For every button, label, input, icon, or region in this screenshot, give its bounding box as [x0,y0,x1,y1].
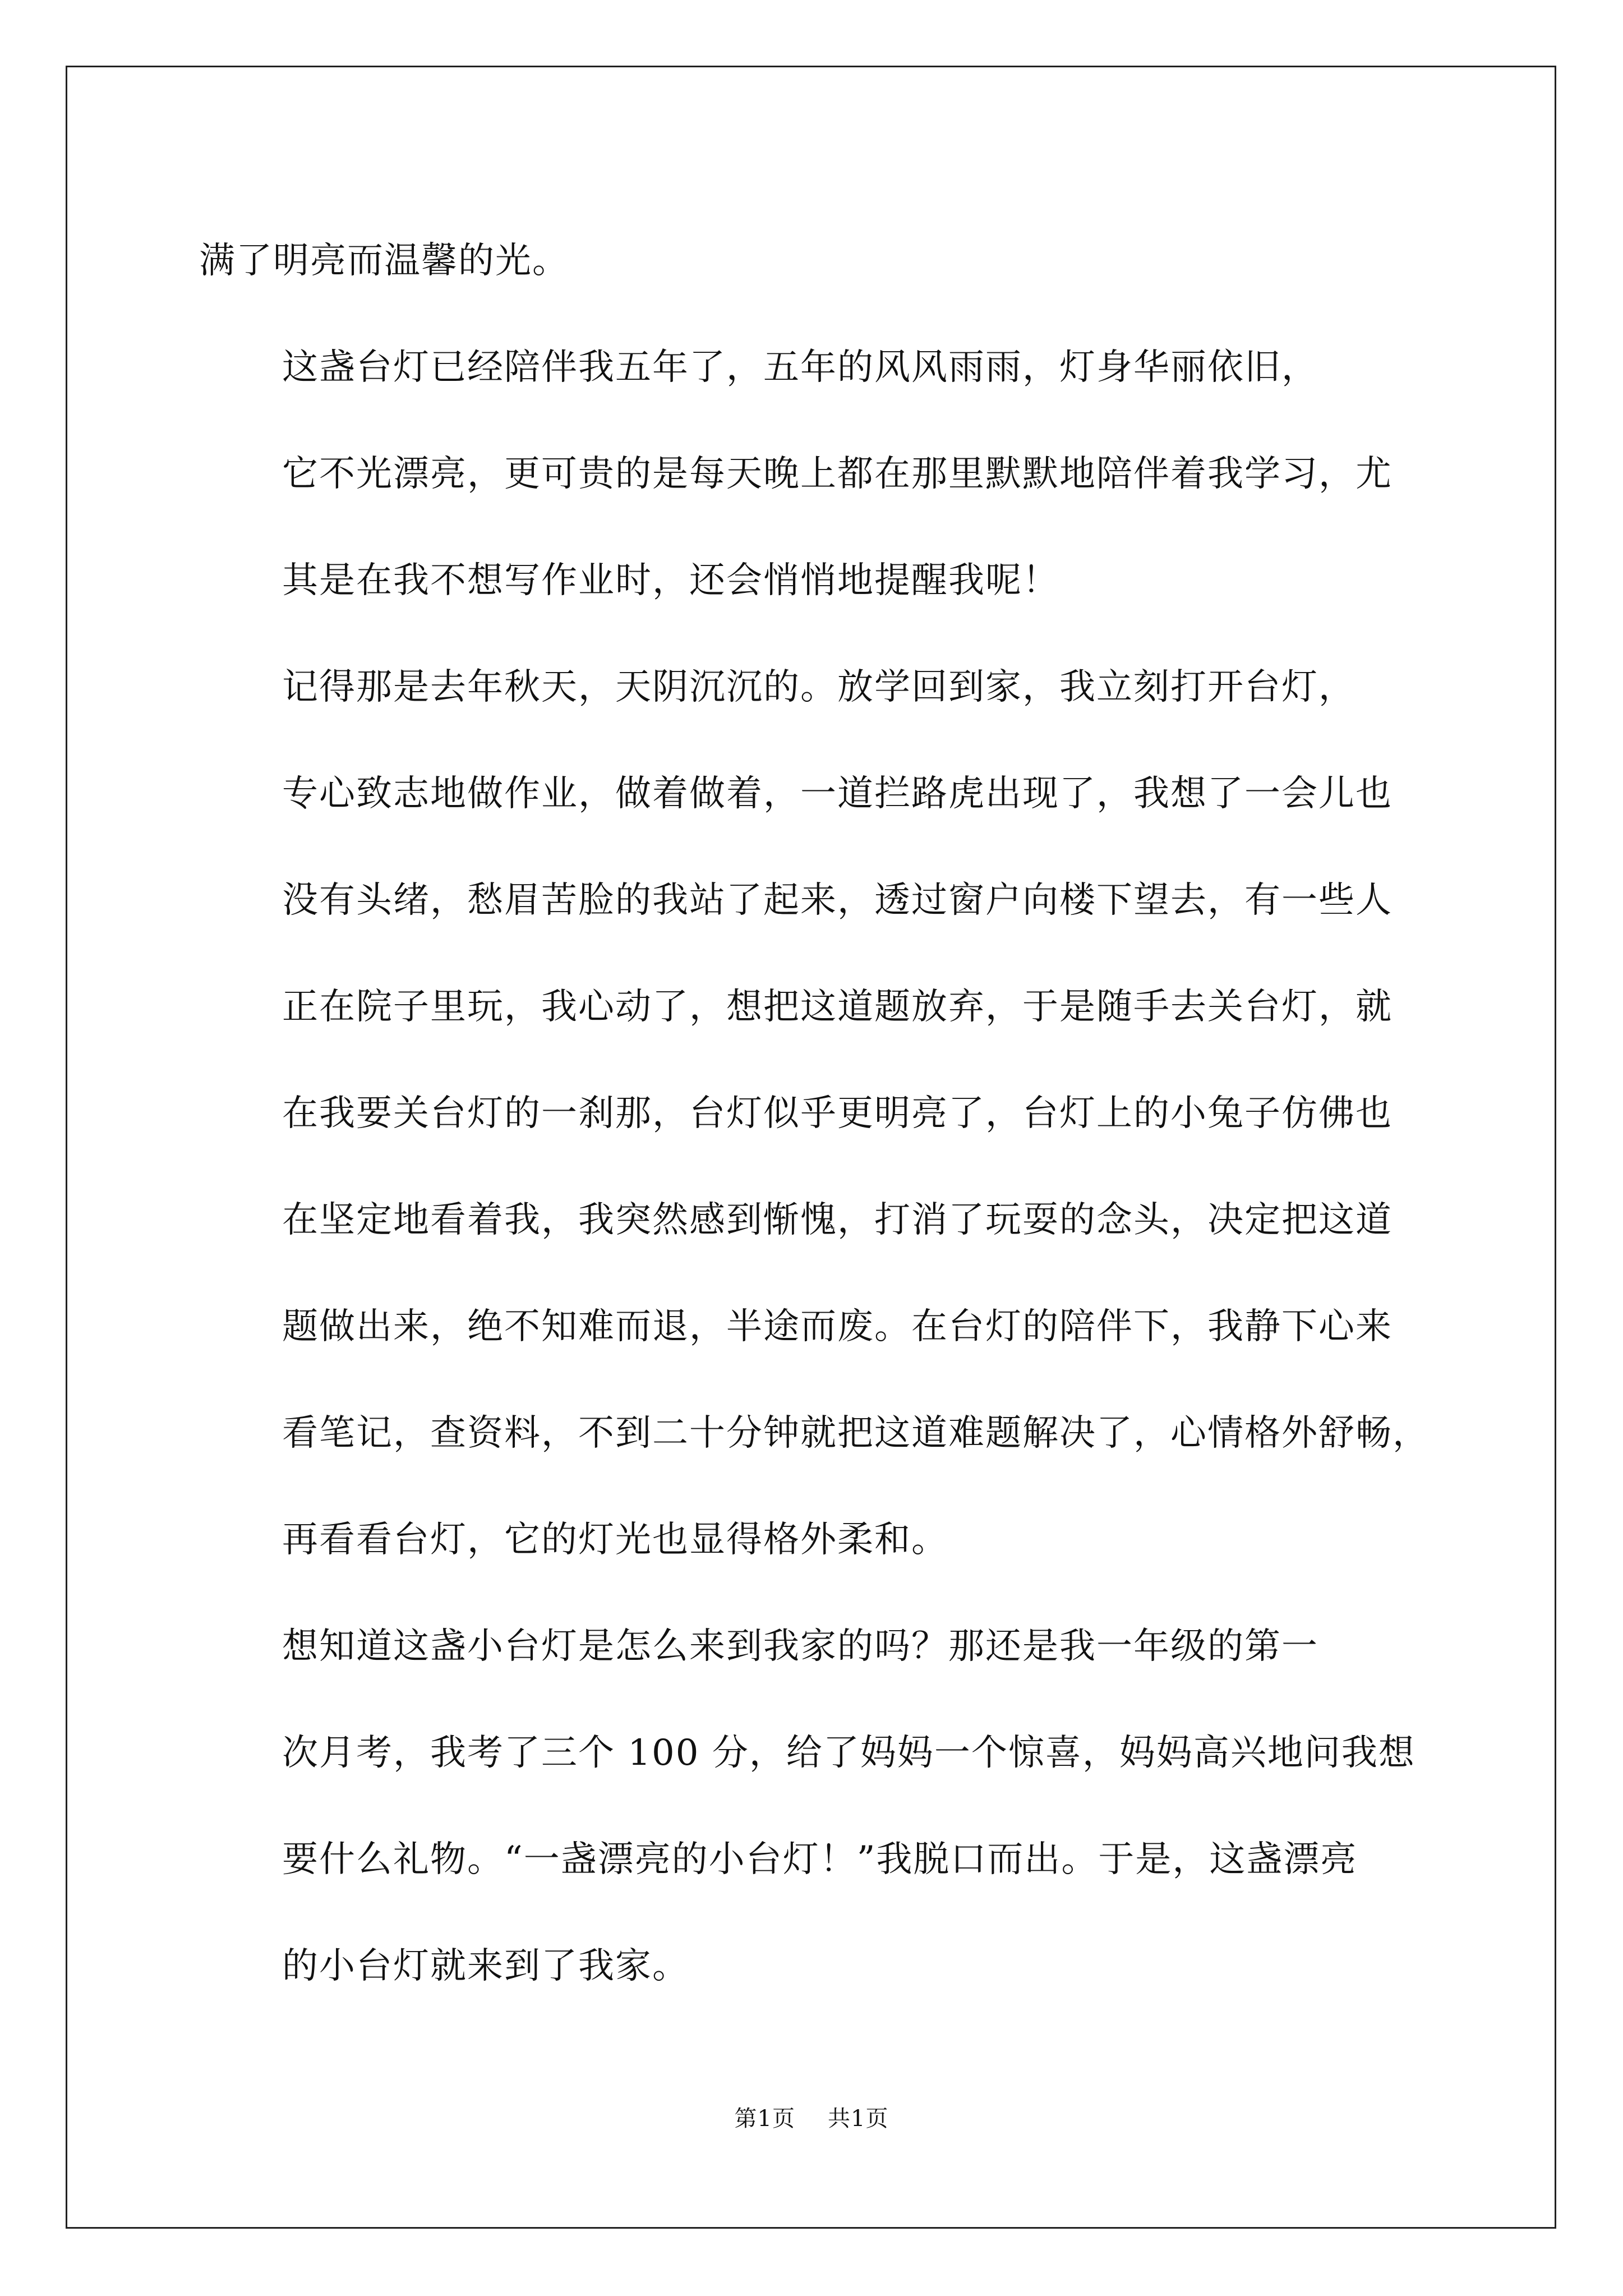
paragraph-1 [199,208,1444,314]
text-line: 看笔记，查资料，不到二十分钟就把这道难题解决了，心情格外舒畅， [282,1412,1430,1454]
text-line: 没有头绪，愁眉苦脸的我站了起来，透过窗户向楼下望去，有一些人 [282,880,1393,921]
text-line: 它不光漂亮，更可贵的是每天晚上都在那里默默地陪伴着我学习，尤 [282,453,1393,495]
text-line: 的小台灯就来到了我家。 [282,1945,689,1987]
document-body [199,208,1444,2019]
text-line: 专心致志地做作业，做着做着，一道拦路虎出现了，我想了一会儿也 [282,773,1393,815]
text-line: 其是在我不想写作业时，还会悄悄地提醒我呢！ [282,560,1059,601]
text-line: 再看看台灯，它的灯光也显得格外柔和。 [282,1519,948,1561]
text-line: 这盏台灯已经陪伴我五年了，五年的风风雨雨，灯身华丽依旧， [282,347,1318,388]
text-line: 在我要关台灯的一刹那，台灯似乎更明亮了，台灯上的小兔子仿佛也 [282,1093,1393,1134]
text-line: 在坚定地看着我，我突然感到惭愧，打消了玩耍的念头，决定把这道 [282,1199,1393,1241]
page-footer [0,2101,1623,2133]
text-line: 题做出来，绝不知难而退，半途而废。在台灯的陪伴下，我静下心来 [282,1306,1393,1347]
page-number-current: 第1页 [734,2106,795,2132]
text-line: 正在院子里玩，我心动了，想把这道题放弃，于是随手去关台灯，就 [282,986,1393,1028]
page-number-total: 共1页 [828,2106,889,2132]
text-line: 要什么礼物。“一盏漂亮的小台灯！”我脱口而出。于是，这盏漂亮 [282,1839,1358,1880]
paragraph-3 [199,634,1444,1593]
text-line: 想知道这盏小台灯是怎么来到我家的吗？那还是我一年级的第一 [282,1626,1318,1667]
paragraph-2 [199,314,1444,634]
text-line: 次月考，我考了三个 100 分，给了妈妈一个惊喜，妈妈高兴地问我想 [282,1732,1415,1774]
paragraph-4 [199,1593,1444,2019]
text-line: 满了明亮而温馨的光。 [199,240,569,282]
text-line: 记得那是去年秋天，天阴沉沉的。放学回到家，我立刻打开台灯， [282,666,1355,708]
